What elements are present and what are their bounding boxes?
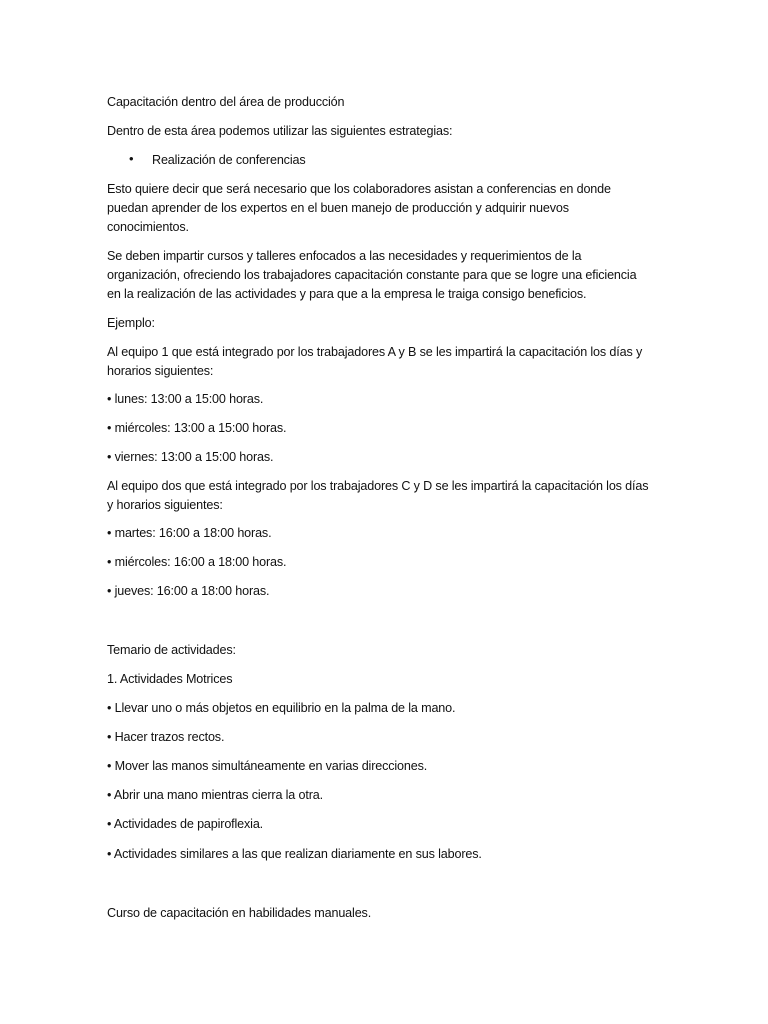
activity-item: • Mover las manos simultáneamente en varias direcciones. [107, 759, 428, 773]
activity-item: • Actividades similares a las que realizan diariamente en sus labores. [107, 847, 482, 861]
team2-intro-line: Al equipo dos que está integrado por los trabajadores C y D se les impartirá la capacitación los días [107, 479, 649, 493]
team1-intro-line: Al equipo 1 que está integrado por los trabajadores A y B se les impartirá la capacitación los días y [107, 345, 643, 359]
activity-item: • Actividades de papiroflexia. [107, 817, 264, 831]
example-label: Ejemplo: [107, 316, 155, 330]
schedule-item: • jueves: 16:00 a 18:00 horas. [107, 584, 270, 598]
paragraph-2-line: Se deben impartir cursos y talleres enfocados a las necesidades y requerimientos de la [107, 249, 582, 263]
activity-item: • Hacer trazos rectos. [107, 730, 225, 744]
schedule-item: • lunes: 13:00 a 15:00 horas. [107, 392, 264, 406]
section-title: 1. Actividades Motrices [107, 672, 233, 686]
activity-item: • Abrir una mano mientras cierra la otra. [107, 788, 323, 802]
paragraph-1-line: Esto quiere decir que será necesario que los colaboradores asistan a conferencias en donde [107, 182, 611, 196]
team1-intro-line: horarios siguientes: [107, 364, 214, 378]
schedule-item: • miércoles: 13:00 a 15:00 horas. [107, 421, 287, 435]
syllabus-title: Temario de actividades: [107, 643, 236, 657]
schedule-item: • martes: 16:00 a 18:00 horas. [107, 526, 272, 540]
schedule-item: • miércoles: 16:00 a 18:00 horas. [107, 555, 287, 569]
course-title: Curso de capacitación en habilidades manuales. [107, 906, 372, 920]
activity-item: • Llevar uno o más objetos en equilibrio en la palma de la mano. [107, 701, 456, 715]
strategy-item: Realización de conferencias [152, 153, 306, 167]
paragraph-2-line: organización, ofreciendo los trabajadores capacitación constante para que se logre una eficiencia [107, 268, 637, 282]
heading: Capacitación dentro del área de producción [107, 95, 345, 109]
paragraph-1-line: puedan aprender de los expertos en el buen manejo de producción y adquirir nuevos [107, 201, 569, 215]
team2-intro-line: y horarios siguientes: [107, 498, 223, 512]
schedule-item: • viernes: 13:00 a 15:00 horas. [107, 450, 274, 464]
bullet-icon: • [129, 151, 134, 166]
paragraph-2-line: en la realización de las actividades y para que a la empresa le traiga consigo beneficios. [107, 287, 587, 301]
intro-text: Dentro de esta área podemos utilizar las siguientes estrategias: [107, 124, 453, 138]
paragraph-1-line: conocimientos. [107, 220, 189, 234]
